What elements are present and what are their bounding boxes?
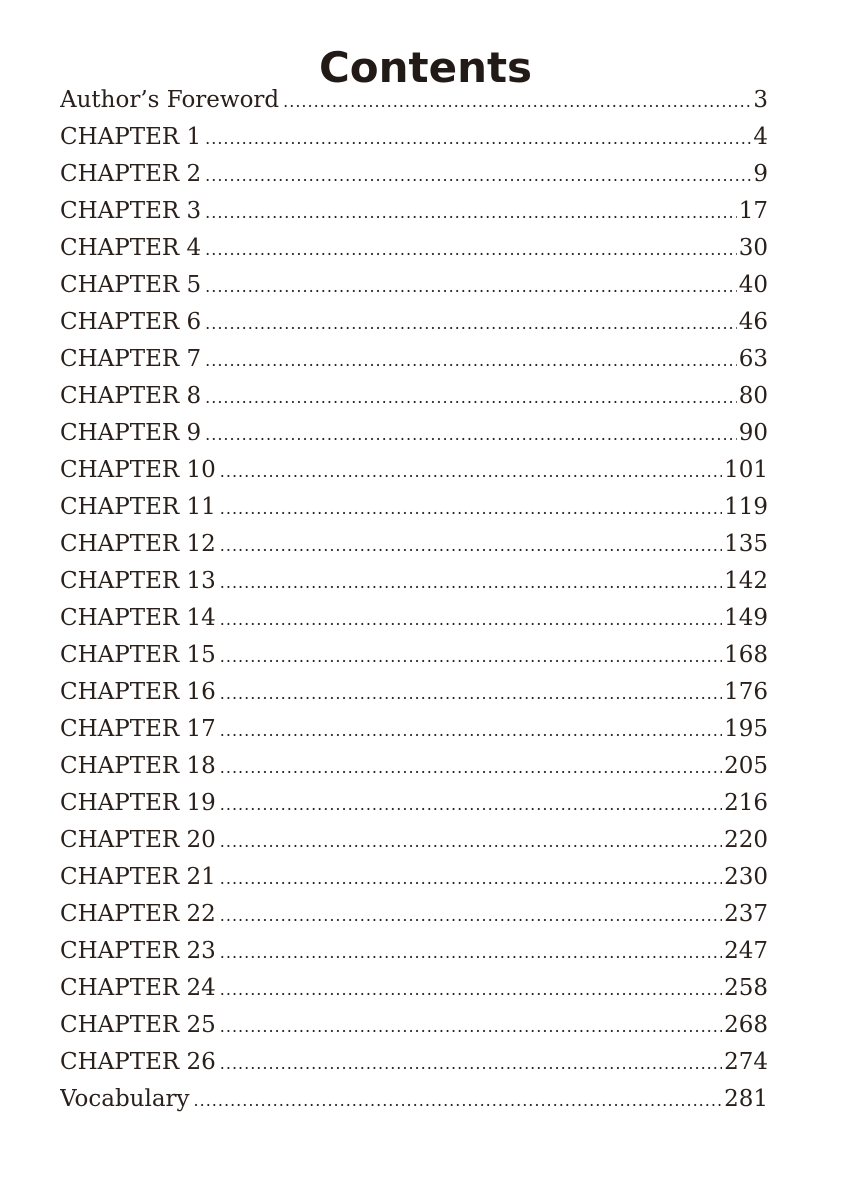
toc-entry[interactable] bbox=[60, 637, 768, 674]
toc-entry[interactable] bbox=[60, 230, 768, 267]
toc-entry[interactable] bbox=[60, 563, 768, 600]
toc-entry-page-number: 4 bbox=[753, 124, 768, 150]
toc-entry[interactable] bbox=[60, 452, 768, 489]
toc-entry[interactable] bbox=[60, 193, 768, 230]
toc-entry-page-number: 205 bbox=[724, 753, 768, 779]
page-title: Contents bbox=[318, 43, 533, 93]
dot-leader bbox=[220, 490, 722, 526]
toc-entry[interactable] bbox=[60, 82, 768, 119]
toc-entry[interactable] bbox=[60, 119, 768, 156]
toc-entry-label: CHAPTER 7 bbox=[60, 346, 202, 372]
toc-entry[interactable] bbox=[60, 748, 768, 785]
dot-leader bbox=[220, 1045, 722, 1081]
toc-entry-label: CHAPTER 19 bbox=[60, 790, 216, 816]
toc-entry-label: CHAPTER 3 bbox=[60, 198, 202, 224]
toc-entry-page-number: 17 bbox=[738, 198, 768, 224]
toc-entry-label: CHAPTER 17 bbox=[60, 716, 216, 742]
toc-entry-page-number: 40 bbox=[738, 272, 768, 298]
table-of-contents bbox=[60, 82, 768, 1118]
dot-leader bbox=[220, 527, 722, 563]
toc-entry-page-number: 101 bbox=[724, 457, 768, 483]
toc-entry[interactable] bbox=[60, 859, 768, 896]
toc-entry-label: CHAPTER 24 bbox=[60, 975, 216, 1001]
dot-leader bbox=[220, 749, 722, 785]
toc-entry-label: CHAPTER 8 bbox=[60, 383, 202, 409]
toc-entry[interactable] bbox=[60, 970, 768, 1007]
toc-entry-label: CHAPTER 9 bbox=[60, 420, 202, 446]
toc-entry[interactable] bbox=[60, 822, 768, 859]
toc-entry[interactable] bbox=[60, 1007, 768, 1044]
toc-entry-label: CHAPTER 6 bbox=[60, 309, 202, 335]
toc-entry-label: CHAPTER 25 bbox=[60, 1012, 216, 1038]
toc-entry-label: CHAPTER 18 bbox=[60, 753, 216, 779]
toc-entry-label: CHAPTER 22 bbox=[60, 901, 216, 927]
toc-entry-page-number: 46 bbox=[738, 309, 768, 335]
toc-entry-page-number: 230 bbox=[724, 864, 768, 890]
dot-leader bbox=[205, 416, 737, 452]
toc-entry-page-number: 281 bbox=[724, 1086, 768, 1112]
toc-entry-label: CHAPTER 21 bbox=[60, 864, 216, 890]
toc-entry-page-number: 63 bbox=[738, 346, 768, 372]
toc-entry-label: Vocabulary bbox=[60, 1086, 190, 1112]
dot-leader bbox=[220, 860, 722, 896]
toc-entry-label: CHAPTER 4 bbox=[60, 235, 202, 261]
toc-entry-page-number: 3 bbox=[753, 87, 768, 113]
toc-entry-label: CHAPTER 1 bbox=[60, 124, 202, 150]
dot-leader bbox=[205, 157, 751, 193]
toc-entry-label: CHAPTER 15 bbox=[60, 642, 216, 668]
toc-entry-label: CHAPTER 2 bbox=[60, 161, 202, 187]
toc-entry-page-number: 119 bbox=[724, 494, 768, 520]
dot-leader bbox=[220, 971, 722, 1007]
toc-entry-page-number: 149 bbox=[724, 605, 768, 631]
toc-entry[interactable] bbox=[60, 711, 768, 748]
toc-entry[interactable] bbox=[60, 600, 768, 637]
toc-entry[interactable] bbox=[60, 489, 768, 526]
dot-leader bbox=[220, 601, 722, 637]
toc-entry[interactable] bbox=[60, 156, 768, 193]
dot-leader bbox=[194, 1082, 723, 1118]
dot-leader bbox=[205, 268, 737, 304]
toc-entry-label: CHAPTER 16 bbox=[60, 679, 216, 705]
toc-entry-page-number: 274 bbox=[724, 1049, 768, 1075]
toc-entry[interactable] bbox=[60, 1044, 768, 1081]
dot-leader bbox=[220, 712, 722, 748]
toc-entry-page-number: 216 bbox=[724, 790, 768, 816]
dot-leader bbox=[220, 1008, 722, 1044]
toc-entry-label: CHAPTER 13 bbox=[60, 568, 216, 594]
dot-leader bbox=[205, 231, 737, 267]
toc-entry[interactable] bbox=[60, 526, 768, 563]
dot-leader bbox=[220, 453, 722, 489]
toc-entry[interactable] bbox=[60, 933, 768, 970]
toc-entry-page-number: 268 bbox=[724, 1012, 768, 1038]
toc-entry[interactable] bbox=[60, 896, 768, 933]
toc-entry-page-number: 258 bbox=[724, 975, 768, 1001]
dot-leader bbox=[205, 305, 737, 341]
dot-leader bbox=[205, 194, 737, 230]
toc-entry-page-number: 220 bbox=[724, 827, 768, 853]
toc-entry[interactable] bbox=[60, 785, 768, 822]
toc-entry-page-number: 176 bbox=[724, 679, 768, 705]
dot-leader bbox=[220, 897, 722, 933]
toc-entry-label: CHAPTER 12 bbox=[60, 531, 216, 557]
dot-leader bbox=[220, 564, 722, 600]
toc-entry-label: CHAPTER 20 bbox=[60, 827, 216, 853]
toc-entry-label: CHAPTER 23 bbox=[60, 938, 216, 964]
toc-entry[interactable] bbox=[60, 341, 768, 378]
dot-leader bbox=[220, 638, 722, 674]
dot-leader bbox=[205, 342, 737, 378]
toc-entry-label: CHAPTER 26 bbox=[60, 1049, 216, 1075]
toc-entry-page-number: 80 bbox=[738, 383, 768, 409]
toc-entry[interactable] bbox=[60, 378, 768, 415]
toc-entry-page-number: 237 bbox=[724, 901, 768, 927]
toc-entry-label: CHAPTER 10 bbox=[60, 457, 216, 483]
dot-leader bbox=[220, 934, 722, 970]
toc-entry[interactable] bbox=[60, 304, 768, 341]
dot-leader bbox=[220, 675, 722, 711]
toc-entry-page-number: 90 bbox=[738, 420, 768, 446]
toc-entry-label: CHAPTER 11 bbox=[60, 494, 216, 520]
toc-entry[interactable] bbox=[60, 674, 768, 711]
toc-entry-page-number: 247 bbox=[724, 938, 768, 964]
dot-leader bbox=[283, 83, 751, 119]
dot-leader bbox=[205, 120, 751, 156]
toc-entry-page-number: 142 bbox=[724, 568, 768, 594]
dot-leader bbox=[220, 823, 722, 859]
toc-entry-page-number: 30 bbox=[738, 235, 768, 261]
toc-entry-page-number: 135 bbox=[724, 531, 768, 557]
toc-entry-label: Author’s Foreword bbox=[60, 87, 280, 113]
toc-entry-page-number: 195 bbox=[724, 716, 768, 742]
toc-entry-page-number: 168 bbox=[724, 642, 768, 668]
dot-leader bbox=[220, 786, 722, 822]
dot-leader bbox=[205, 379, 737, 415]
toc-entry-label: CHAPTER 5 bbox=[60, 272, 202, 298]
toc-entry-label: CHAPTER 14 bbox=[60, 605, 216, 631]
toc-entry[interactable] bbox=[60, 267, 768, 304]
toc-entry[interactable] bbox=[60, 415, 768, 452]
toc-entry-page-number: 9 bbox=[753, 161, 768, 187]
toc-entry[interactable] bbox=[60, 1081, 768, 1118]
